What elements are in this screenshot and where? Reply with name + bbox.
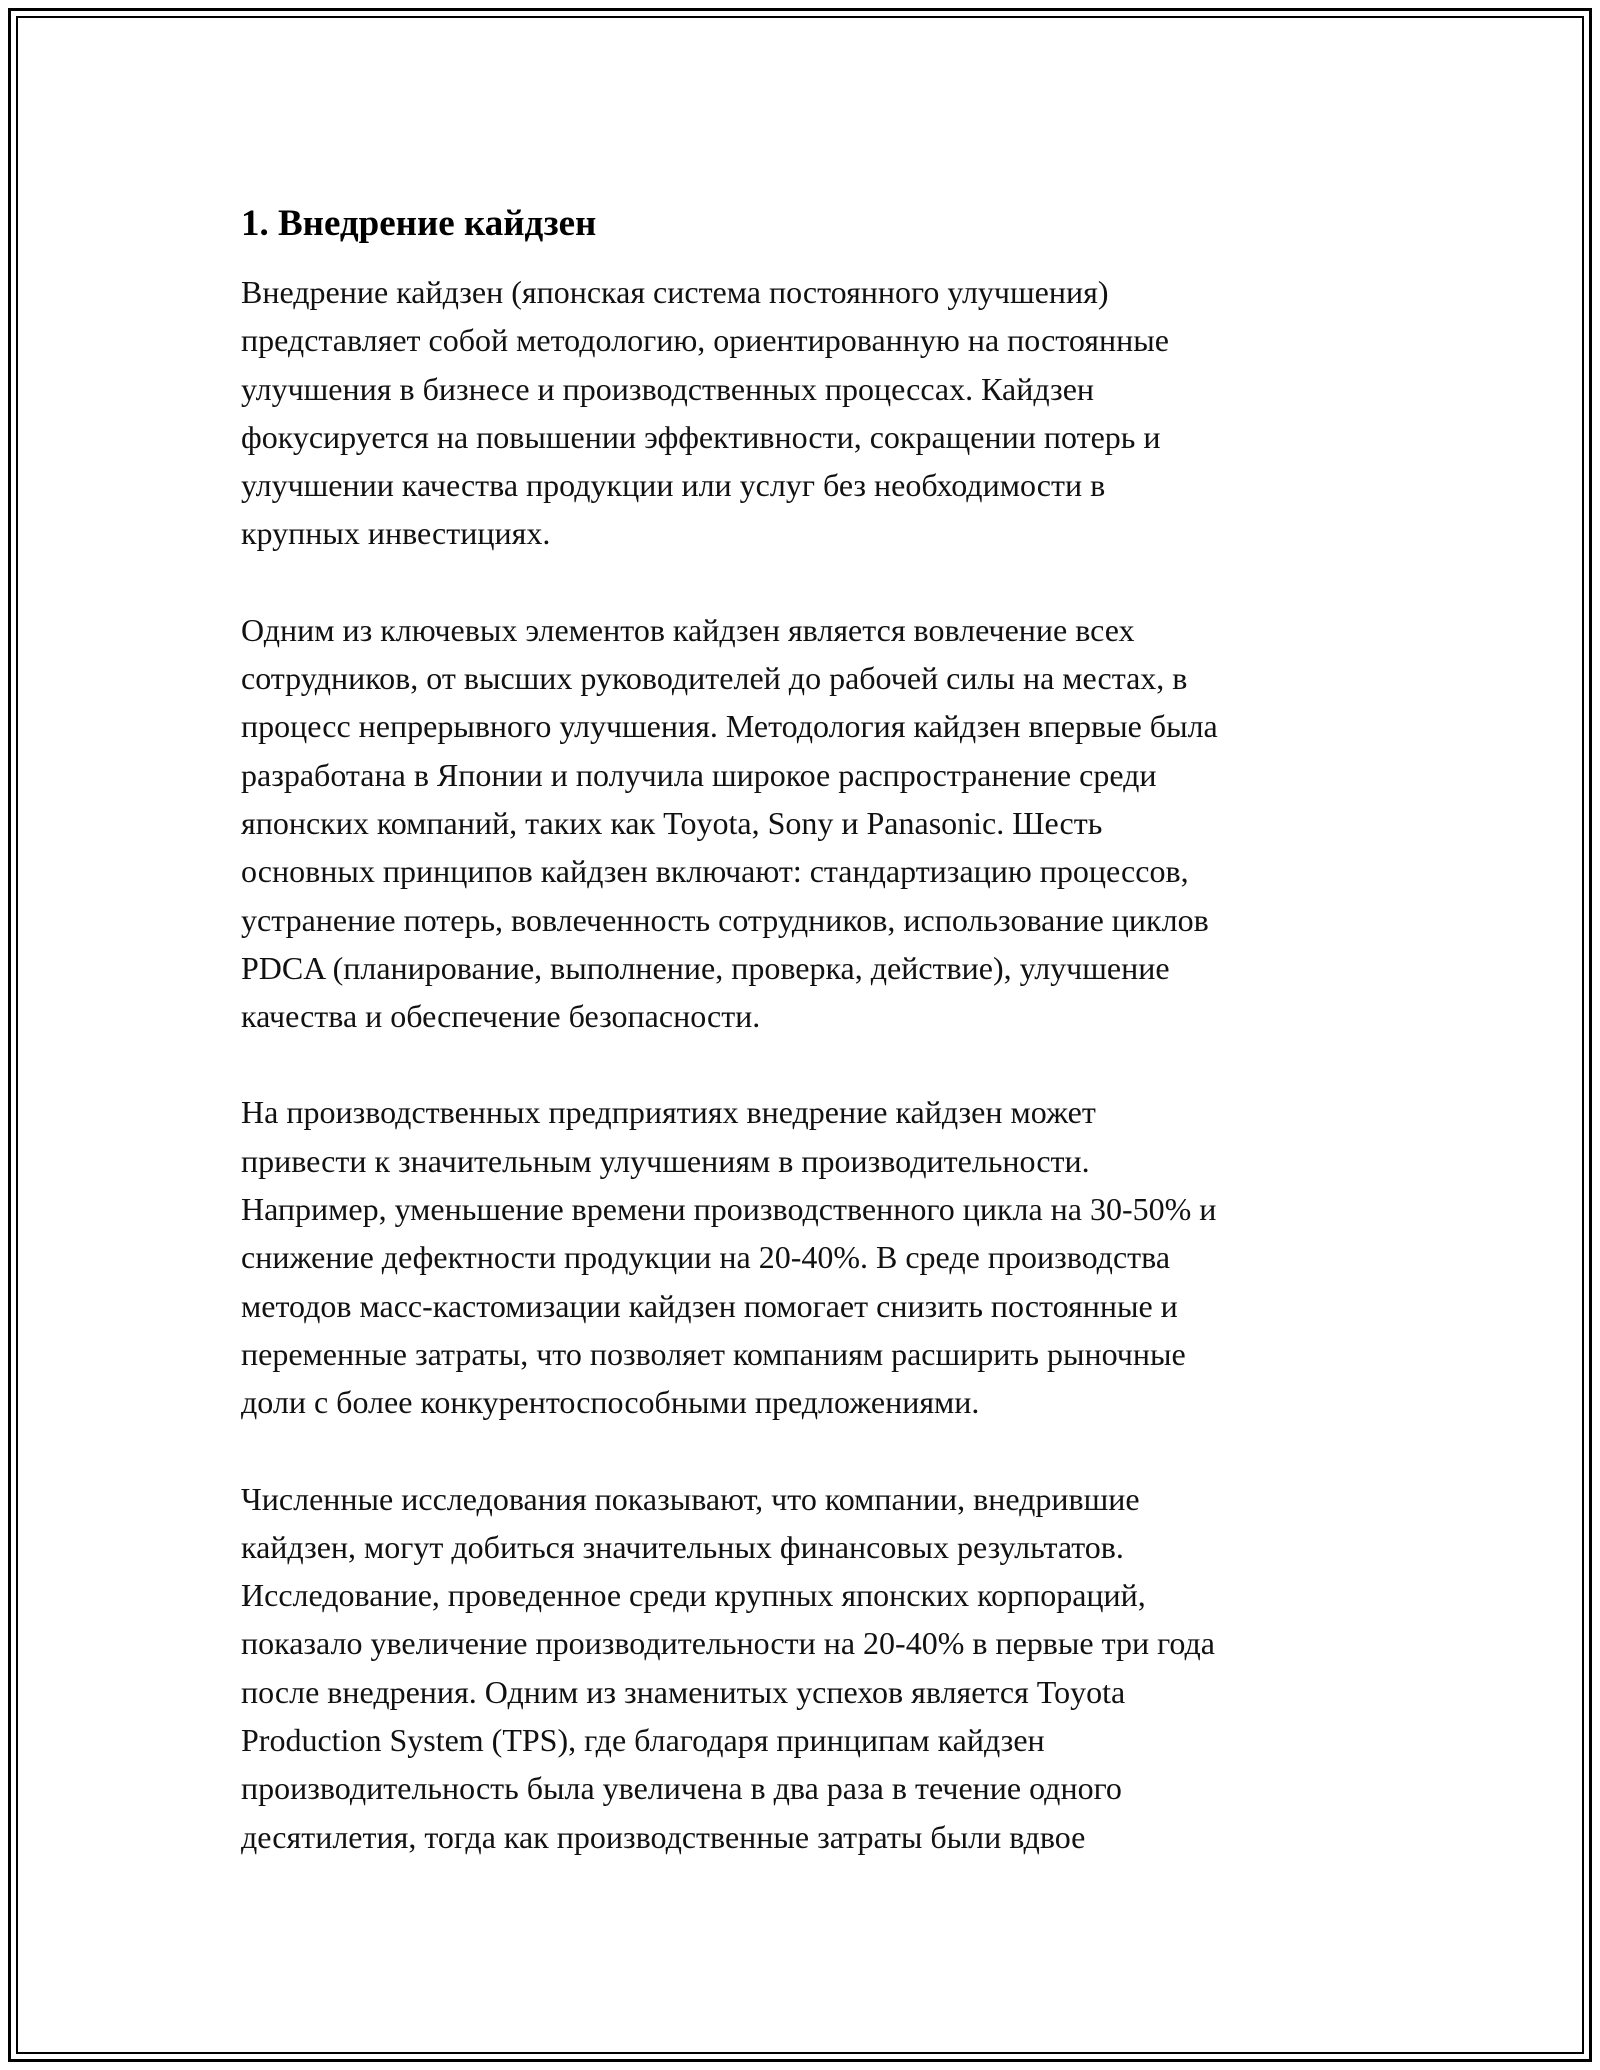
text-line: доли с более конкурентоспособными предложениями. [241,1384,980,1421]
text-line: На производственных предприятиях внедрение кайдзен может [241,1094,1096,1131]
text-line: после внедрения. Одним из знаменитых успехов является Toyota [241,1673,1126,1710]
text-line: устранение потерь, вовлеченность сотрудников, использование циклов [241,901,1209,938]
paragraph [241,1475,1401,1861]
paragraph [241,268,1401,558]
text-line: снижение дефектности продукции на 20-40%. В среде производства [241,1239,1171,1276]
text-line: кайдзен, могут добиться значительных финансовых результатов. [241,1528,1124,1565]
text-line: Внедрение кайдзен (японская система постоянного улучшения) [241,274,1109,310]
text-line: улучшении качества продукции или услуг без необходимости в [241,467,1106,504]
text-line: представляет собой методологию, ориентированную на постоянные [241,322,1169,359]
document-body [241,200,1401,1909]
text-line: улучшения в бизнесе и производственных процессах. Кайдзен [241,370,1095,407]
text-line: переменные затраты, что позволяет компаниям расширить рыночные [241,1335,1186,1372]
section-heading: 1. Внедрение кайдзен [241,203,597,244]
text-line: производительность была увеличена в два раза в течение одного [241,1770,1122,1807]
text-line: крупных инвестициях. [241,515,551,552]
text-line: десятилетия, тогда как производственные затраты были вдвое [241,1818,1086,1855]
text-line: качества и обеспечение безопасности. [241,998,761,1035]
text-line: японских компаний, таких как Toyota, Sony и Panasonic. Шесть [241,804,1103,841]
text-line: показало увеличение производительности на 20-40% в первые три года [241,1625,1215,1662]
text-line: PDCA (планирование, выполнение, проверка, действие), улучшение [241,949,1170,986]
text-line: фокусируется на повышении эффективности, сокращении потерь и [241,418,1161,455]
paragraph [241,1088,1401,1426]
text-line: Одним из ключевых элементов кайдзен является вовлечение всех [241,611,1135,648]
text-line: методов масс-кастомизации кайдзен помогает снизить постоянные и [241,1287,1178,1324]
text-line: разработана в Японии и получила широкое распространение среди [241,756,1157,793]
paragraph [241,606,1401,1041]
text-line: основных принципов кайдзен включают: стандартизацию процессов, [241,853,1189,890]
page-inner-border [16,16,1584,2054]
paragraph-list [241,268,1401,1861]
text-line: привести к значительным улучшениям в производительности. [241,1142,1090,1179]
page-border [8,8,1592,2062]
text-line: Исследование, проведенное среди крупных японских корпораций, [241,1577,1146,1614]
text-line: Численные исследования показывают, что компании, внедрившие [241,1480,1140,1517]
text-line: сотрудников, от высших руководителей до рабочей силы на местах, в [241,660,1188,697]
text-line: Production System (TPS), где благодаря принципам кайдзен [241,1722,1045,1759]
text-line: процесс непрерывного улучшения. Методология кайдзен впервые была [241,708,1218,745]
text-line: Например, уменьшение времени производственного цикла на 30-50% и [241,1191,1217,1228]
